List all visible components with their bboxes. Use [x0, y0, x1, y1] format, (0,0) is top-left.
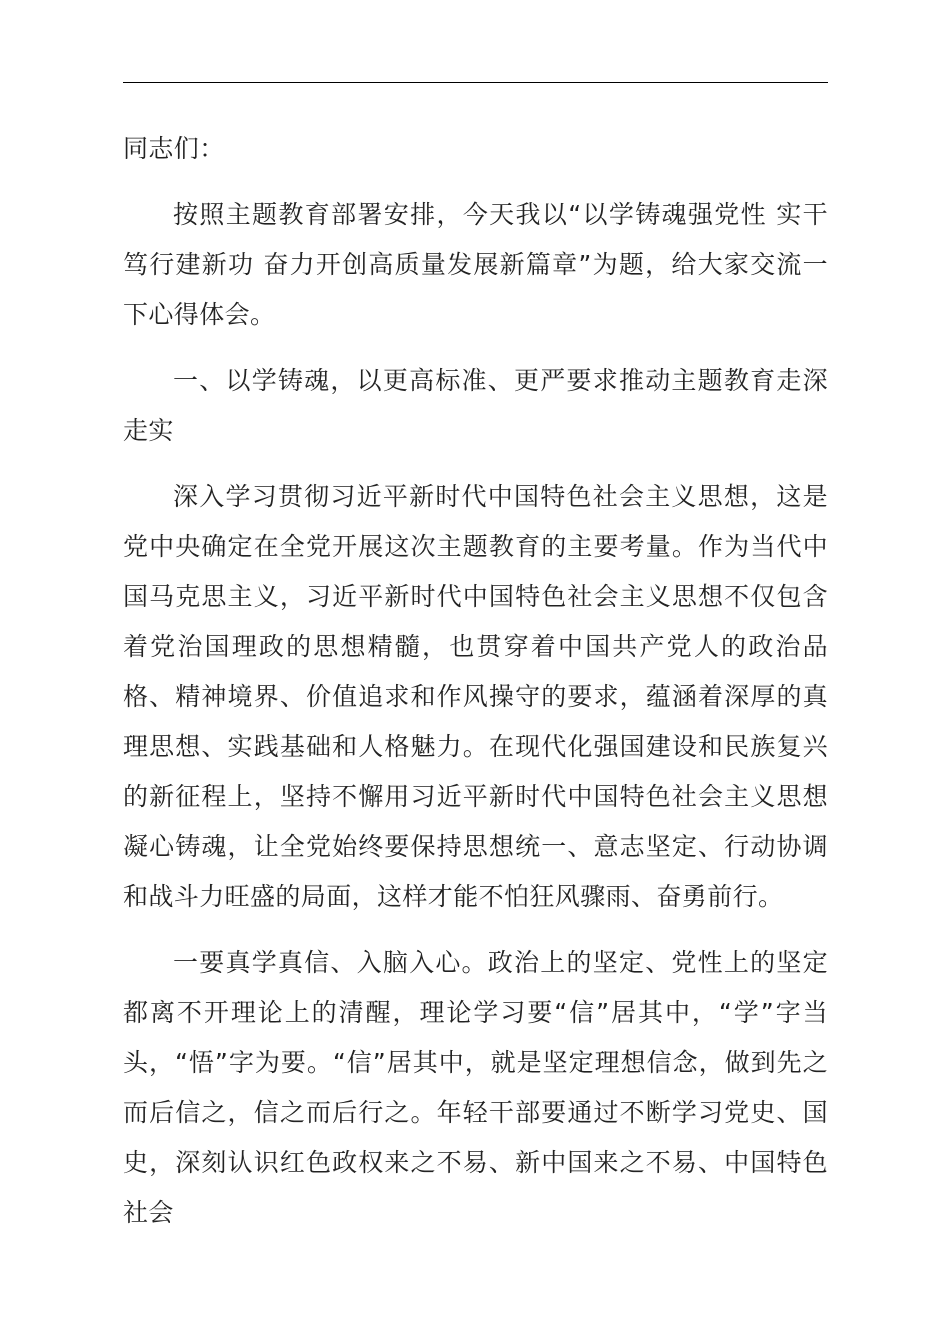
- header-rule: [123, 82, 828, 83]
- body-paragraph: 深入学习贯彻习近平新时代中国特色社会主义思想，这是党中央确定在全党开展这次主题教育的主要考量。作为当代中国马克思主义，习近平新时代中国特色社会主义思想不仅包含着党治国理政的思想精髓，也贯穿着中国共产党人的政治品格、精神境界、价值追求和作风操守的要求，蕴涵着深厚的真理思想、实践基础和人格魅力。在现代化强国建设和民族复兴的新征程上，坚持不懈用习近平新时代中国特色社会主义思想凝心铸魂，让全党始终要保持思想统一、意志坚定、行动协调和战斗力旺盛的局面，这样才能不怕狂风骤雨、奋勇前行。: [123, 482, 828, 911]
- section-heading: 一、以学铸魂，以更高标准、更严要求推动主题教育走深走实: [123, 366, 828, 445]
- body-paragraph: 一要真学真信、入脑入心。政治上的坚定、党性上的坚定都离不开理论上的清醒，理论学习要“信”居其中，“学”字当头，“悟”字为要。“信”居其中，就是坚定理想信念，做到先之而后信之，信之而后行之。年轻干部要通过不断学习党史、国史，深刻认识红色政权来之不易、新中国来之不易、中国特色社会: [123, 948, 828, 1227]
- intro-paragraph: 按照主题教育部署安排，今天我以“以学铸魂强党性 实干笃行建新功 奋力开创高质量发展新篇章”为题，给大家交流一下心得体会。: [123, 200, 828, 329]
- salutation: 同志们：: [123, 134, 225, 163]
- document-body: [123, 124, 828, 1254]
